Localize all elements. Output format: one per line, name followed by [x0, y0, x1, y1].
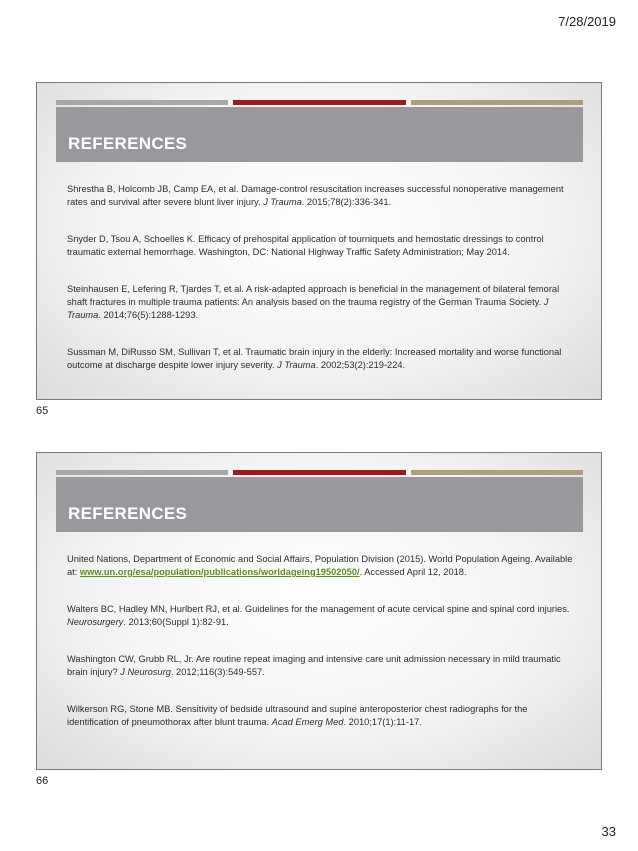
- reference-item: Sussman M, DiRusso SM, Sullivan T, et al. Traumatic brain injury in the elderly: Increased mortality and worse functional outcome at discharge despite lower injury severity. J Trauma. 2002;53(2):219-224.: [67, 347, 562, 370]
- title-band: [56, 477, 583, 532]
- accent-bar-red: [233, 100, 405, 105]
- slide-66: [36, 452, 602, 770]
- reference-item: Walters BC, Hadley MN, Hurlbert RJ, et al. Guidelines for the management of acute cervical spine and spinal cord injuries. Neurosurgery. 2013;60(Suppl 1):82-91.: [67, 604, 570, 627]
- slide-65: [36, 82, 602, 400]
- reference-item: Shrestha B, Holcomb JB, Camp EA, et al. Damage-control resuscitation increases successful nonoperative management rates and survival after severe blunt liver injury. J Trauma. 2015;78(2):336-341.: [67, 184, 564, 207]
- slide-number: 66: [36, 775, 49, 787]
- page-date: 7/28/2019: [558, 14, 616, 29]
- slide-number: 65: [36, 405, 49, 417]
- title-band: [56, 107, 583, 162]
- reference-list: [67, 553, 573, 753]
- reference-list: [67, 183, 573, 396]
- accent-bar-tan: [411, 470, 583, 475]
- reference-item: Washington CW, Grubb RL, Jr. Are routine repeat imaging and intensive care unit admission necessary in mild traumatic brain injury? J Neurosurg. 2012;116(3):549-557.: [67, 654, 561, 677]
- page-number: 33: [601, 824, 616, 839]
- accent-bar-gray: [56, 470, 228, 475]
- decorative-bars: [56, 100, 583, 105]
- decorative-bars: [56, 470, 583, 475]
- slide-title: REFERENCES: [68, 504, 188, 523]
- slide-title: REFERENCES: [68, 134, 188, 153]
- reference-item: United Nations, Department of Economic and Social Affairs, Population Division (2015). World Population Ageing. Available at: www.un.org/esa/population/publications/worldageing19502050/. Accessed April 12, 2018.: [67, 554, 573, 577]
- accent-bar-red: [233, 470, 405, 475]
- reference-item: Wilkerson RG, Stone MB. Sensitivity of bedside ultrasound and supine anteroposterior chest radiographs for the identification of pneumothorax after blunt trauma. Acad Emerg Med. 2010;17(1):11-17.: [67, 704, 528, 727]
- reference-item: Steinhausen E, Lefering R, Tjardes T, et al. A risk-adapted approach is beneficial in the management of bilateral femoral shaft fractures in multiple trauma patients: An analysis based on the trauma registry of the German Trauma Society. J Trauma. 2014;76(5):1288-1293.: [67, 284, 560, 320]
- accent-bar-gray: [56, 100, 228, 105]
- accent-bar-tan: [411, 100, 583, 105]
- reference-item: Snyder D, Tsou A, Schoelles K. Efficacy of prehospital application of tourniquets and hemostatic dressings to control traumatic external hemorrhage. Washington, DC: National Highway Traffic Safety Administration; May 2014.: [67, 234, 544, 257]
- reference-link[interactable]: www.un.org/esa/population/publications/worldageing19502050/: [79, 567, 360, 577]
